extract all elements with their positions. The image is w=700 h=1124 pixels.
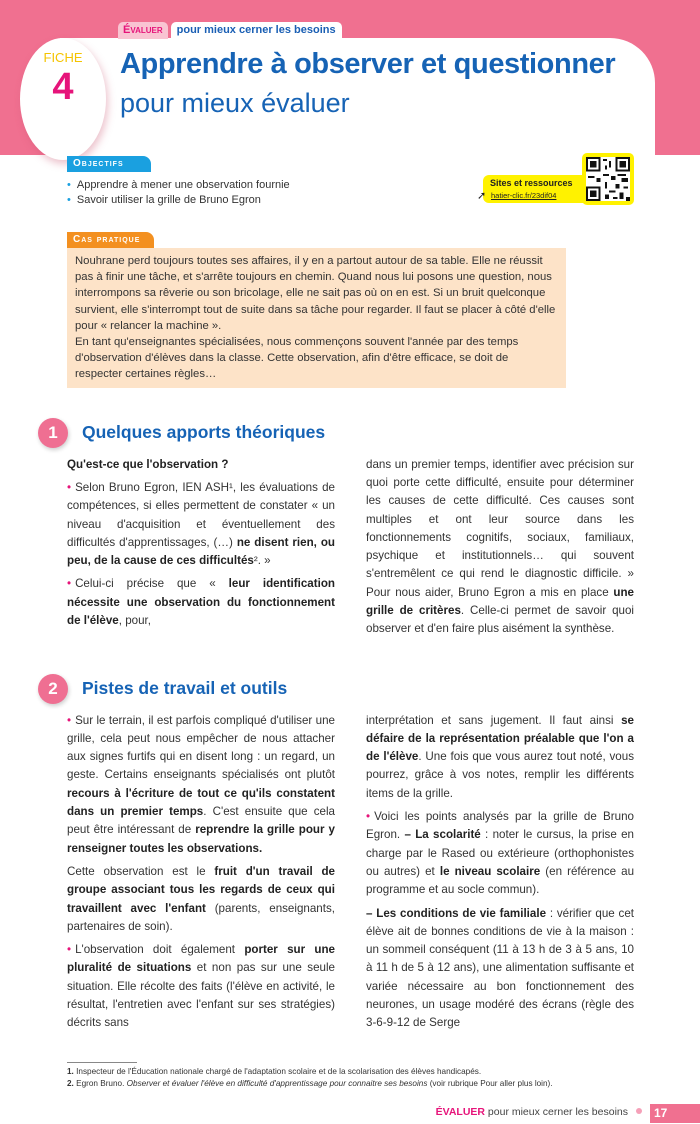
page-title: Apprendre à observer et questionner — [120, 48, 616, 80]
bold-text: reprendre la grille pour y renseigner toutes les observations. — [67, 823, 335, 855]
text-segment: Observer et évaluer l'élève en difficulté d'apprentissage pour connaitre ses besoins — [126, 1078, 428, 1088]
bullet-icon: • — [67, 577, 72, 591]
bold-text: leur identification nécessite une observation du fonctionnement de l'élève — [67, 577, 335, 627]
footer-section: ÉVALUER — [435, 1105, 485, 1118]
bold-text: 2. — [67, 1078, 74, 1088]
text-segment: . C'est ensuite que cela peut être intéressant de — [67, 805, 336, 837]
bold-text: ne disent rien, ou peu, de la cause de ces difficultés — [67, 535, 335, 568]
objectifs-list — [67, 178, 457, 208]
section1-left-column — [67, 456, 335, 636]
bold-text: porter sur une pluralité de situations — [67, 943, 335, 975]
bold-text: se défaire de la représentation préalable que l'on a de l'élève — [366, 713, 634, 764]
section2-left-column — [67, 712, 335, 1038]
paragraph — [67, 712, 335, 858]
bold-text: le niveau scolaire — [439, 864, 541, 878]
text-segment: Egron Bruno. — [73, 1078, 127, 1088]
cas-pratique-paragraph: Nouhrane perd toujours toutes ses affaires, il y en a partout autour de sa table. Elle ne réussit pas à finir une tâche, et s'arrête toujours en chemin. Quand nous lui posons une question, nous interrompons sa rêverie ou son bricolage, elle ne sait pas où on en est. Si un bruit quelconque survient, elle s'interrompt tout de suite dans sa tâche pour regarder. Il faut se placer à côté d'elle pour « relancer la machine ». — [75, 255, 556, 332]
bullet-icon: • — [67, 943, 72, 957]
footnote-2 — [67, 1078, 633, 1090]
section1-right-column — [366, 456, 634, 644]
section2-columns — [67, 712, 633, 1038]
paragraph — [67, 479, 335, 570]
paragraph — [366, 712, 634, 803]
bullet-icon: • — [67, 713, 72, 727]
section-title: Pistes de travail et outils — [82, 678, 288, 699]
paragraph — [366, 808, 634, 899]
paragraph — [67, 863, 335, 936]
paragraph — [366, 456, 634, 639]
text-segment: L'observation doit également — [75, 943, 245, 957]
page-footer-row — [67, 1104, 700, 1124]
paragraph — [67, 941, 335, 1032]
footer-text: pour mieux cerner les besoins — [487, 1105, 628, 1118]
bold-text: – La scolarité — [404, 828, 481, 842]
page-subtitle: pour mieux évaluer — [120, 88, 350, 118]
paragraph — [67, 456, 335, 474]
text-segment: Cette observation est le — [67, 864, 215, 878]
paragraph — [67, 575, 335, 630]
text-segment: . Une fois que vous aurez tout noté, vous pourrez, grâce à vos notes, remplir les différents items de la grille. — [366, 750, 634, 800]
text-segment: et non pas sur une seule situation. Elle récolte des faits (l'élève en activité, le résultat, l'entretien avec l'enfant sur ses stratégies) décrits sans — [67, 961, 336, 1030]
sites-label: Sites et ressources — [490, 178, 573, 188]
text-segment: Voici les points analysés par la grille de Bruno Egron. — [366, 810, 634, 842]
cas-pratique-section — [67, 229, 633, 388]
cas-pratique-label: Cas pratique — [67, 232, 154, 248]
text-segment: Celui-ci précise que « — [75, 577, 229, 591]
bold-text: – Les conditions de vie familiale — [366, 906, 547, 920]
fiche-label: FICHE — [43, 50, 83, 65]
bold-text: recours à l'écriture de tout ce qu'ils constatent dans un premier temps — [67, 786, 335, 819]
section-tab-subtitle: pour mieux cerner les besoins — [171, 22, 342, 39]
text-segment: : vérifier que cet élève ait de bonnes conditions de vie à la maison : un sommeil conséquent (11 à 13 h de 3 à 5 ans, 10 à 11 h de 5 à 12 ans), une alimentation suffisante et variée nécessaire au bon fonctionnement des neurones, un usage modéré des écrans (règle des 3-6-9-12 de Serge — [366, 906, 635, 1030]
sites-ressources-box — [477, 153, 633, 205]
page-footer — [436, 1106, 648, 1118]
footnote-1 — [67, 1066, 633, 1078]
text-segment: : noter le cursus, la prise en charge par le Rased ou extérieure (orthophonistes ou autres) et — [366, 828, 634, 878]
section-heading-2 — [38, 674, 633, 704]
text-segment: (voir rubrique Pour aller plus loin). — [427, 1078, 553, 1088]
paragraph — [366, 905, 634, 1033]
qr-code-icon[interactable] — [582, 153, 634, 205]
footnote-divider — [67, 1062, 137, 1063]
text-segment: , pour, — [118, 614, 151, 627]
bold-text: fruit d'un travail de groupe associant tous les regards de ceux qui travaillent avec l'enfant — [67, 864, 335, 915]
objectif-item: • Savoir utiliser la grille de Bruno Egron — [67, 193, 457, 208]
bold-text: une grille de critères — [366, 585, 634, 617]
text-segment: Sur le terrain, il est parfois compliqué d'utiliser une grille, cela peut nous empêcher de nous attacher aux signes furtifs qui en disent long : un regard, un geste. Certains enseignants spécialisés ont plutôt — [67, 713, 335, 782]
section-number-badge: 1 — [38, 418, 68, 448]
section2-right-column — [366, 712, 634, 1038]
section-tab — [118, 22, 342, 39]
section-heading-1 — [38, 418, 633, 448]
text-segment: (en référence au programme et au socle commun). — [366, 864, 635, 897]
objectifs-row — [67, 153, 633, 211]
cas-pratique-paragraph: En tant qu'enseignantes spécialisées, nous commençons souvent l'année par des temps d'observation d'élèves dans la classe. Cette observation, afin d'être efficace, se doit de respecter certaines règles… — [75, 336, 519, 381]
cas-pratique-box — [67, 248, 566, 388]
section-title: Quelques apports théoriques — [82, 422, 326, 443]
bullet-icon: • — [67, 480, 72, 494]
footnotes — [67, 1062, 633, 1090]
main-content — [48, 153, 668, 1124]
text-segment: . Celle-ci permet de savoir quoi observer et d'en faire plus aisément la synthèse. — [366, 604, 635, 636]
text-segment: Inspecteur de l'Éducation nationale chargé de l'adaptation scolaire et de la scolarisation des élèves handicapés. — [73, 1066, 482, 1076]
bold-text: Qu'est-ce que l'observation ? — [67, 457, 229, 471]
bullet-icon: • — [366, 810, 371, 824]
objectif-item: • Apprendre à mener une observation fournie — [67, 178, 457, 193]
page-number: 17 — [650, 1104, 700, 1123]
footer-dot — [636, 1108, 642, 1114]
section1-columns — [67, 456, 633, 644]
text-segment: (parents, enseignants, partenaires de soin). — [67, 901, 335, 933]
text-segment: dans un premier temps, identifier avec précision sur quoi porte cette difficulté, ensuite pour déterminer les causes de cette difficulté. Ces causes sont multiples et ont leur source dans les fonctionnements cognitifs, sociaux, familiaux, psychique et institutionnels… qui souvent s'entremêlent ce qui rend le diagnostic difficile. » Pour nous aider, Bruno Egron a mis en place — [366, 457, 634, 599]
cursor-arrow-icon: ➚ — [477, 190, 487, 202]
fiche-number: 4 — [52, 66, 74, 108]
text-segment: ². » — [253, 554, 271, 568]
sites-link[interactable]: hatier-clic.fr/23dif04 — [491, 191, 557, 200]
text-segment: interprétation et sans jugement. Il faut ainsi — [366, 713, 622, 727]
text-segment: Selon Bruno Egron, IEN ASH¹, les évaluations de compétences, si elles permettent de constater « un niveau d'acquisition et éventuellement des difficultés d'apprentissages, (…) — [67, 480, 335, 549]
objectifs-label: Objectifs — [67, 156, 151, 172]
bold-text: 1. — [67, 1066, 74, 1076]
fiche-badge — [20, 38, 106, 160]
section-tab-label: Évaluer — [118, 22, 168, 39]
section-number-badge: 2 — [38, 674, 68, 704]
